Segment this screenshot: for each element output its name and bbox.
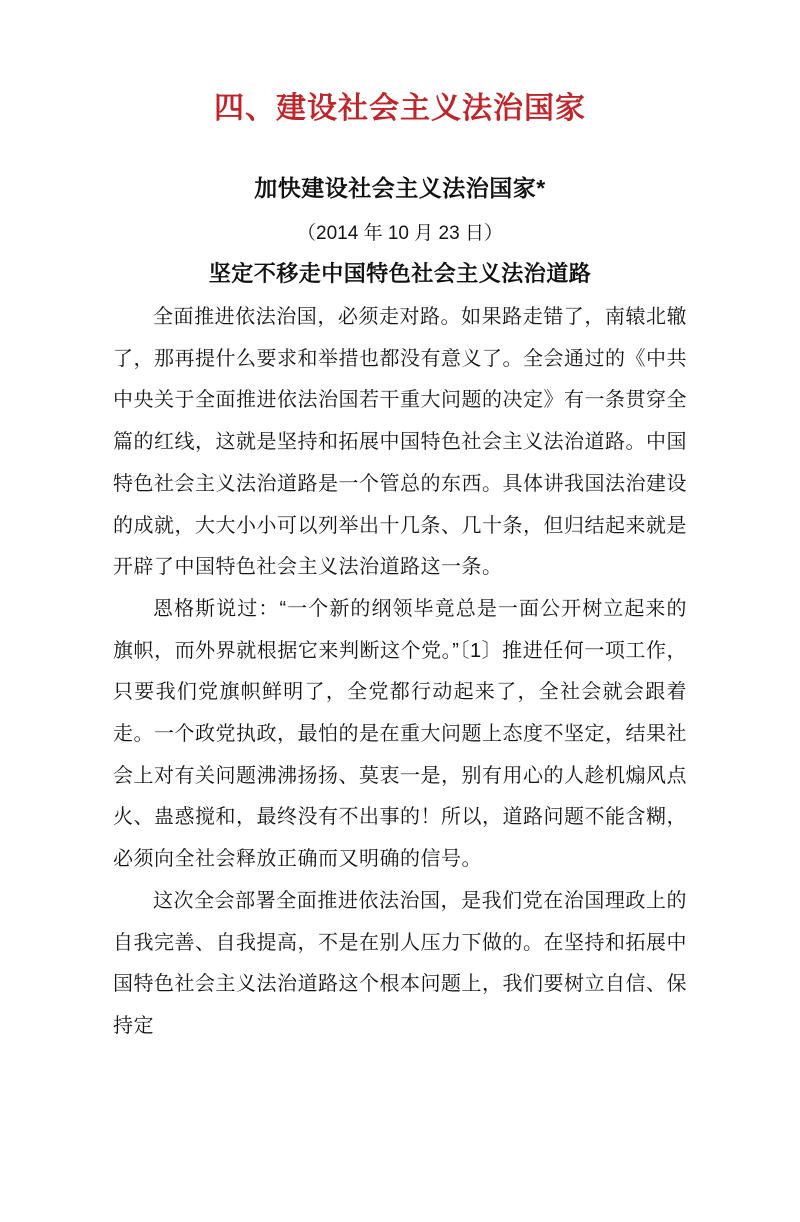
article-title: 加快建设社会主义法治国家*	[254, 175, 546, 201]
chapter-title: 四、建设社会主义法治国家	[214, 92, 586, 125]
article-date: （2014 年 10 月 23 日）	[297, 223, 503, 244]
section-heading: 坚定不移走中国特色社会主义法治道路	[208, 261, 592, 286]
body-paragraph-1: 全面推进依法治国，必须走对路。如果路走错了，南辕北辙了，那再提什么要求和举措也都没有意义了。全会通过的《中共中央关于全面推进依法治国若干重大问题的决定》有一条贯穿全篇的红线，这就是坚持和拓展中国特色社会主义法治道路。中国特色社会主义法治道路是一个管总的东西。具体讲我国法治建设的成就，大大小小可以列举出十几条、几十条，但归结起来就是开辟了中国特色社会主义法治道路这一条。	[113, 306, 687, 579]
article-body	[113, 297, 687, 1048]
body-paragraph-2: 恩格斯说过：“一个新的纲领毕竟总是一面公开树立起来的旗帜，而外界就根据它来判断这个党。”〔1〕推进任何一项工作，只要我们党旗帜鲜明了，全党都行动起来了，全社会就会跟着走。一个政党执政，最怕的是在重大问题上态度不坚定，结果社会上对有关问题沸沸扬扬、莫衷一是，别有用心的人趁机煽风点火、蛊惑搅和，最终没有不出事的！所以，道路问题不能含糊，必须向全社会释放正确而又明确的信号。	[113, 597, 687, 871]
document-page	[0, 92, 800, 1222]
body-paragraph-3: 这次全会部署全面推进依法治国，是我们党在治国理政上的自我完善、自我提高，不是在别人压力下做的。在坚持和拓展中国特色社会主义法治道路这个根本问题上，我们要树立自信、保持定	[113, 889, 687, 1037]
